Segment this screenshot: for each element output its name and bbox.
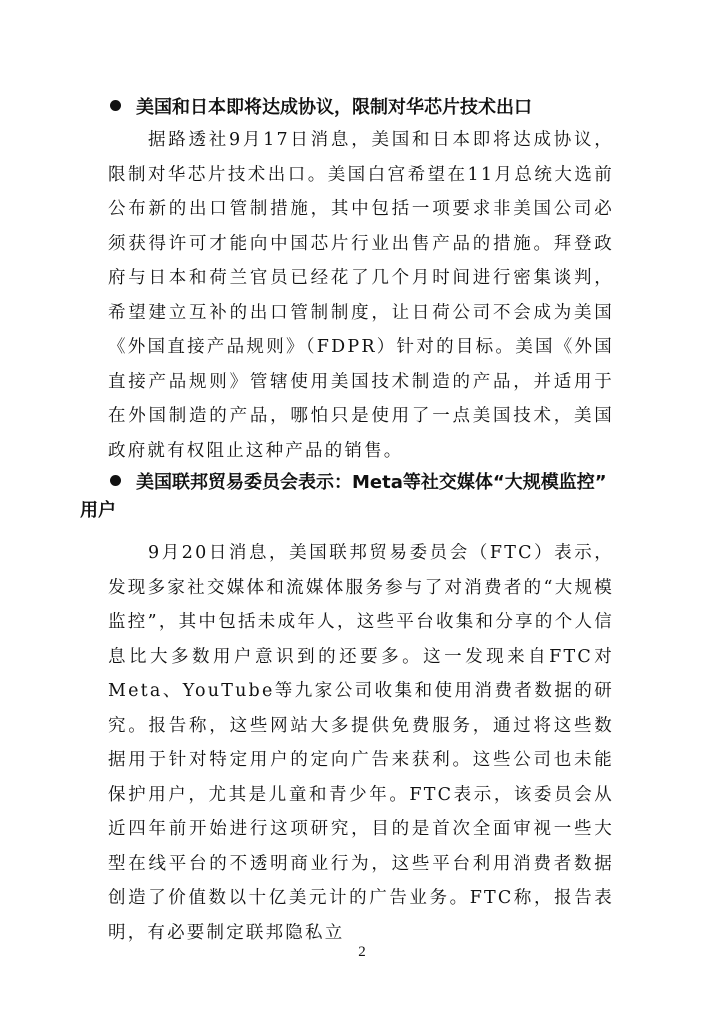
bullet-icon	[110, 100, 121, 111]
page-number: 2	[358, 944, 366, 960]
section-heading-text: 美国和日本即将达成协议，限制对华芯片技术出口	[136, 97, 532, 118]
section-heading	[80, 469, 607, 525]
section-heading	[80, 94, 532, 122]
section-body: 据路透社9月17日消息，美国和日本即将达成协议，限制对华芯片技术出口。美国白宫希望在11月总统大选前公布新的出口管制措施，其中包括一项要求非美国公司必须获得许可才能向中国芯片行业出售产品的措施。拜登政府与日本和荷兰官员已经花了几个月时间进行密集谈判，希望建立互补的出口管制制度，让日荷公司不会成为美国《外国直接产品规则》（FDPR）针对的目标。美国《外国直接产品规则》管辖使用美国技术制造的产品，并适用于在外国制造的产品，哪怕只是使用了一点美国技术，美国政府就有权阻止这种产品的销售。	[108, 130, 614, 461]
section-body: 9月20日消息，美国联邦贸易委员会（FTC）表示，发现多家社交媒体和流媒体服务参与了对消费者的“大规模监控”，其中包括未成年人，这些平台收集和分享的个人信息比大多数用户意识到的还要多。这一发现来自FTC对Meta、YouTube等九家公司收集和使用消费者数据的研究。报告称，这些网站大多提供免费服务，通过将这些数据用于针对特定用户的定向广告来获利。这些公司也未能保护用户，尤其是儿童和青少年。FTC表示，该委员会从近四年前开始进行这项研究，目的是首次全面审视一些大型在线平台的不透明商业行为，这些平台利用消费者数据创造了价值数以十亿美元计的广告业务。FTC称，报告表明，有必要制定联邦隐私立	[108, 543, 614, 943]
section-heading-continued: 用户	[80, 500, 116, 521]
section-heading-text: 美国联邦贸易委员会表示：Meta等社交媒体“大规模监控”	[136, 472, 607, 493]
bullet-icon	[110, 475, 121, 486]
